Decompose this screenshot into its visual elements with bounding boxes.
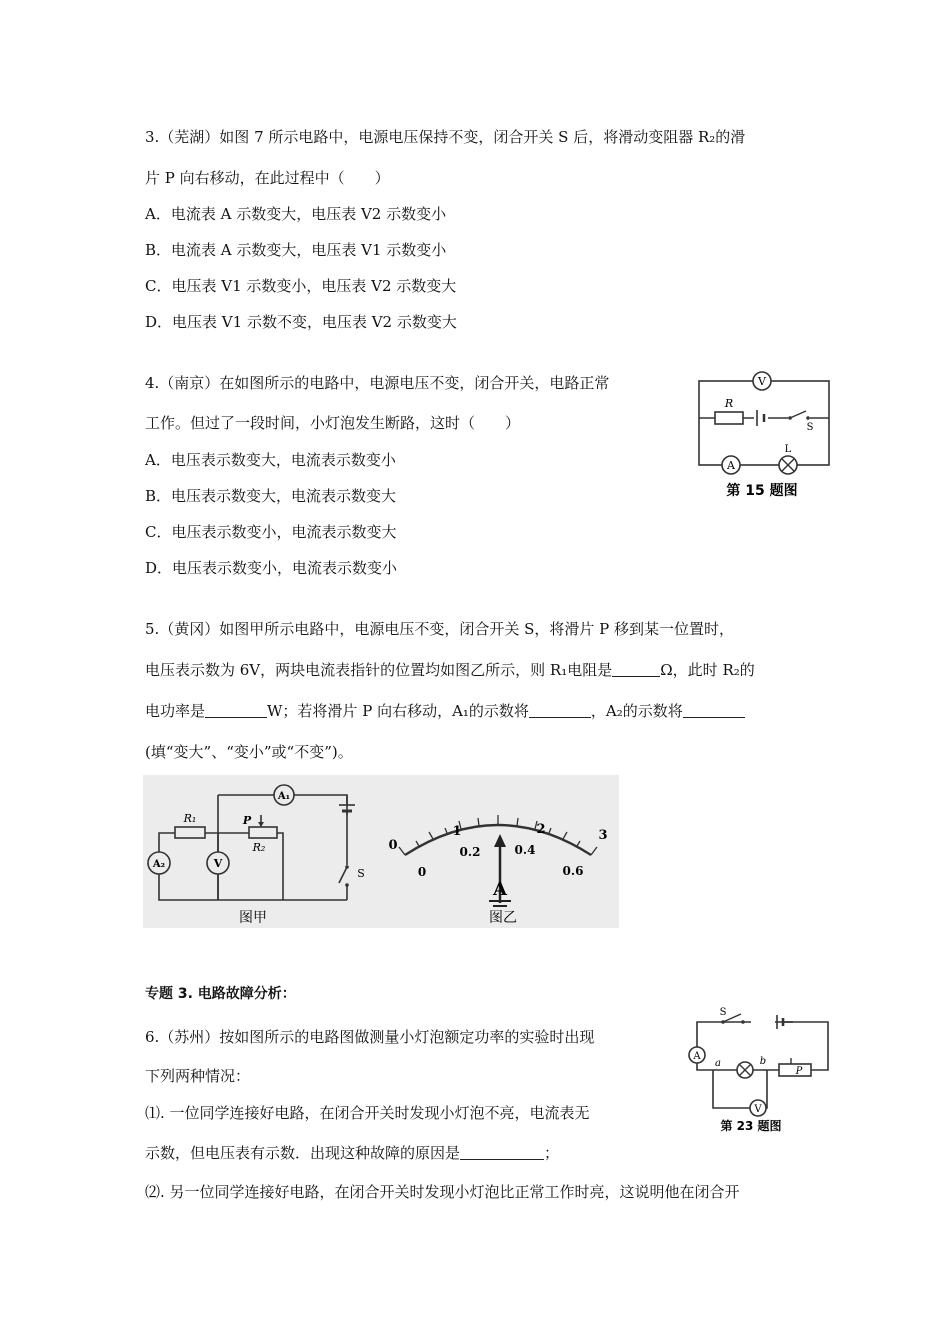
q5-s-label: S: [357, 867, 365, 880]
q5-r2-label: R₂: [252, 841, 266, 854]
q4-figure-caption: 第 15 题图: [726, 483, 798, 499]
q4-resistor-label: R: [724, 397, 734, 410]
q5-a2-label: A₂: [152, 859, 166, 870]
q4-stem-line1: 4.（南京）在如图所示的电路中，电源电压不变，闭合开关，电路正常: [145, 374, 610, 392]
q4-circuit-figure: [690, 368, 840, 503]
q5-caption-left: 图甲: [239, 910, 267, 926]
q3-stem-line2: 片 P 向右移动，在此过程中（ ）: [145, 169, 390, 187]
q5-line3-part2: W；若将滑片 P 向右移动，A₁的示数将: [267, 702, 529, 720]
q6-switch-label: S: [719, 1007, 727, 1018]
q3-option-b: B．电流表 A 示数变大，电压表 V1 示数变小: [145, 241, 447, 259]
q5-stem-line3: [145, 701, 745, 721]
q6-point-b-label: b: [759, 1056, 767, 1067]
q6-p-label: P: [795, 1066, 803, 1077]
q6-figure-caption: 第 23 题图: [720, 1119, 782, 1133]
q5-scale-bottom-2: 0.4: [514, 843, 536, 857]
q5-scale-bottom-3: 0.6: [562, 864, 584, 878]
q5-line3-part1: 电功率是: [145, 702, 206, 720]
q5-blank-power[interactable]: [205, 702, 267, 718]
topic3-heading: 专题 3. 电路故障分析：: [145, 986, 296, 1002]
q6-line4-part2: ；: [544, 1144, 560, 1162]
q5-blank-r1[interactable]: [612, 661, 660, 677]
q5-stem-line4: (填“变大”、“变小”或“不变”)。: [145, 743, 353, 761]
q5-scale-zero-bottom: 0: [417, 865, 427, 879]
q6-stem-line2: 下列两种情况：: [145, 1067, 251, 1085]
q5-r1-label: R₁: [183, 812, 197, 825]
q4-lamp-label: L: [784, 444, 792, 455]
q3-option-d: D．电压表 V1 示数不变，电压表 V2 示数变大: [145, 313, 457, 331]
q3-option-c: C．电压表 V1 示数变小，电压表 V2 示数变大: [145, 277, 457, 295]
q6-voltmeter-label: V: [754, 1104, 762, 1115]
q6-stem-line5: ⑵. 另一位同学连接好电路，在闭合开关时发现小灯泡比正常工作时亮，这说明他在闭合开: [145, 1183, 740, 1201]
q6-blank-cause[interactable]: [460, 1144, 544, 1160]
q5-v-label: V: [213, 857, 223, 870]
q6-point-a-label: a: [715, 1058, 721, 1069]
q5-stem-line1: 5.（黄冈）如图甲所示电路中，电源电压不变，闭合开关 S，将滑片 P 移到某一位置时，: [145, 620, 734, 638]
q6-line4-part1: 示数，但电压表有示数．出现这种故障的原因是: [145, 1144, 461, 1162]
q4-voltmeter-label: V: [758, 375, 766, 388]
q6-ammeter-label: A: [693, 1051, 701, 1062]
q3-stem-line1: 3.（芜湖）如图 7 所示电路中，电源电压保持不变，闭合开关 S 后，将滑动变阻器 R₂的滑: [145, 128, 746, 146]
q5-line2-part1: 电压表示数为 6V，两块电流表指针的位置均如图乙所示，则 R₁电阻是: [145, 661, 613, 679]
q5-meter-symbol: A: [493, 879, 507, 900]
q5-scale-top-3: 3: [598, 828, 608, 843]
q5-blank-a1[interactable]: [529, 702, 591, 718]
q5-blank-a2[interactable]: [683, 702, 745, 718]
q5-stem-line2: [145, 660, 755, 680]
q5-p-label: P: [242, 814, 252, 827]
q5-line2-part2: Ω，此时 R₂的: [660, 661, 755, 679]
q5-caption-right: 图乙: [489, 910, 517, 926]
q5-scale-bottom-1: 0.2: [459, 845, 481, 859]
q4-ammeter-label: A: [727, 459, 735, 472]
q6-stem-line1: 6.（苏州）按如图所示的电路图做测量小灯泡额定功率的实验时出现: [145, 1028, 595, 1046]
q5-a1-label: A₁: [277, 791, 291, 802]
q5-scale-top-1: 1: [452, 824, 462, 839]
q6-circuit-figure: [683, 1006, 835, 1136]
q4-stem-line2: 工作。但过了一段时间，小灯泡发生断路，这时（ ）: [145, 414, 521, 432]
q4-option-d: D．电压表示数变小，电流表示数变小: [145, 559, 398, 577]
q4-option-b: B．电压表示数变大，电流表示数变大: [145, 487, 397, 505]
q4-switch-label: S: [806, 422, 814, 433]
q4-option-c: C．电压表示数变小，电流表示数变大: [145, 523, 397, 541]
q6-stem-line4: [145, 1143, 559, 1163]
q5-figure: [143, 775, 619, 928]
q4-option-a: A．电压表示数变大，电流表示数变小: [145, 451, 396, 469]
q5-line3-part3: ，A₂的示数将: [590, 702, 683, 720]
q3-option-a: A．电流表 A 示数变大，电压表 V2 示数变小: [145, 205, 447, 223]
q6-stem-line3: ⑴. 一位同学连接好电路，在闭合开关时发现小灯泡不亮，电流表无: [145, 1104, 590, 1122]
q5-scale-zero-top: 0: [388, 838, 398, 853]
q5-scale-top-2: 2: [536, 822, 546, 837]
